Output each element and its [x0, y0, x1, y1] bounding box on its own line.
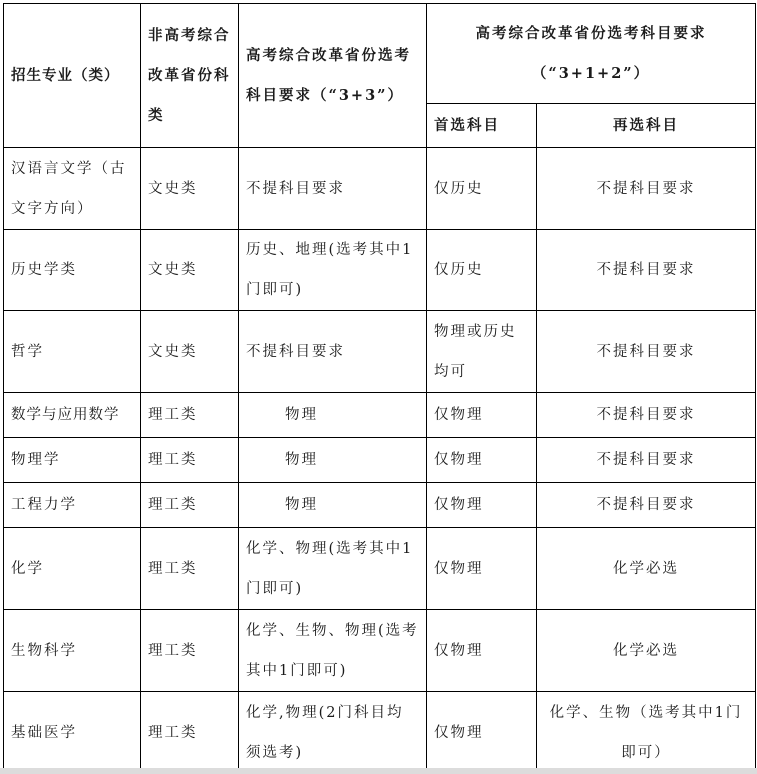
cell-second-choice: 不提科目要求 [537, 148, 756, 230]
table-row [4, 393, 756, 438]
cell-non-reform: 文史类 [141, 148, 239, 230]
table-row [4, 483, 756, 528]
cell-major: 物理学 [4, 438, 141, 483]
cell-first-choice: 物理或历史均可 [427, 311, 537, 393]
cell-major: 基础医学 [4, 692, 141, 774]
cell-reform-3-3: 物理 [239, 393, 427, 438]
header-first-choice: 首选科目 [427, 104, 537, 148]
table-row [4, 311, 756, 393]
cell-major: 化学 [4, 528, 141, 610]
cell-second-choice: 不提科目要求 [537, 438, 756, 483]
header-reform-3-1-2-title: 高考综合改革省份选考科目要求 [475, 24, 707, 42]
cell-first-choice: 仅历史 [427, 230, 537, 311]
header-major: 招生专业（类） [4, 4, 141, 148]
cell-non-reform: 文史类 [141, 311, 239, 393]
table-row [4, 230, 756, 311]
cell-first-choice: 仅物理 [427, 438, 537, 483]
cell-major: 工程力学 [4, 483, 141, 528]
cell-first-choice: 仅历史 [427, 148, 537, 230]
cell-second-choice: 不提科目要求 [537, 393, 756, 438]
cell-non-reform: 理工类 [141, 528, 239, 610]
cell-second-choice: 不提科目要求 [537, 483, 756, 528]
cell-reform-3-3: 物理 [239, 483, 427, 528]
cell-first-choice: 仅物理 [427, 393, 537, 438]
cell-non-reform: 理工类 [141, 438, 239, 483]
cell-major: 数学与应用数学 [4, 393, 141, 438]
cell-reform-3-3: 历史、地理(选考其中1门即可) [239, 230, 427, 311]
header-reform-3-1-2 [427, 4, 756, 104]
table-row [4, 148, 756, 230]
cell-first-choice: 仅物理 [427, 528, 537, 610]
cell-second-choice: 不提科目要求 [537, 311, 756, 393]
cell-major: 历史学类 [4, 230, 141, 311]
table-row [4, 438, 756, 483]
cell-non-reform: 理工类 [141, 692, 239, 774]
cell-major: 生物科学 [4, 610, 141, 692]
cell-reform-3-3: 化学、物理(选考其中1门即可) [239, 528, 427, 610]
header-second-choice: 再选科目 [537, 104, 756, 148]
cell-first-choice: 仅物理 [427, 610, 537, 692]
cell-non-reform: 理工类 [141, 393, 239, 438]
cell-major: 汉语言文学（古文字方向） [4, 148, 141, 230]
cell-second-choice: 化学必选 [537, 610, 756, 692]
cell-non-reform: 理工类 [141, 483, 239, 528]
cell-non-reform: 文史类 [141, 230, 239, 311]
cell-reform-3-3: 化学,物理(2门科目均须选考) [239, 692, 427, 774]
cell-reform-3-3: 化学、生物、物理(选考其中1门即可) [239, 610, 427, 692]
cell-first-choice: 仅物理 [427, 692, 537, 774]
bottom-edge-strip [0, 768, 757, 774]
table-row [4, 610, 756, 692]
cell-second-choice: 不提科目要求 [537, 230, 756, 311]
subject-requirements-table [3, 3, 756, 774]
table-row [4, 692, 756, 774]
cell-reform-3-3: 不提科目要求 [239, 311, 427, 393]
header-reform-3-3: 高考综合改革省份选考科目要求（“3+3”） [239, 4, 427, 148]
cell-reform-3-3: 物理 [239, 438, 427, 483]
cell-second-choice: 化学必选 [537, 528, 756, 610]
cell-reform-3-3: 不提科目要求 [239, 148, 427, 230]
cell-first-choice: 仅物理 [427, 483, 537, 528]
cell-second-choice: 化学、生物（选考其中1门即可） [537, 692, 756, 774]
table-row [4, 528, 756, 610]
cell-non-reform: 理工类 [141, 610, 239, 692]
header-reform-3-1-2-mode: （“3+1+2”） [531, 64, 651, 82]
header-non-reform-category: 非高考综合改革省份科类 [141, 4, 239, 148]
cell-major: 哲学 [4, 311, 141, 393]
